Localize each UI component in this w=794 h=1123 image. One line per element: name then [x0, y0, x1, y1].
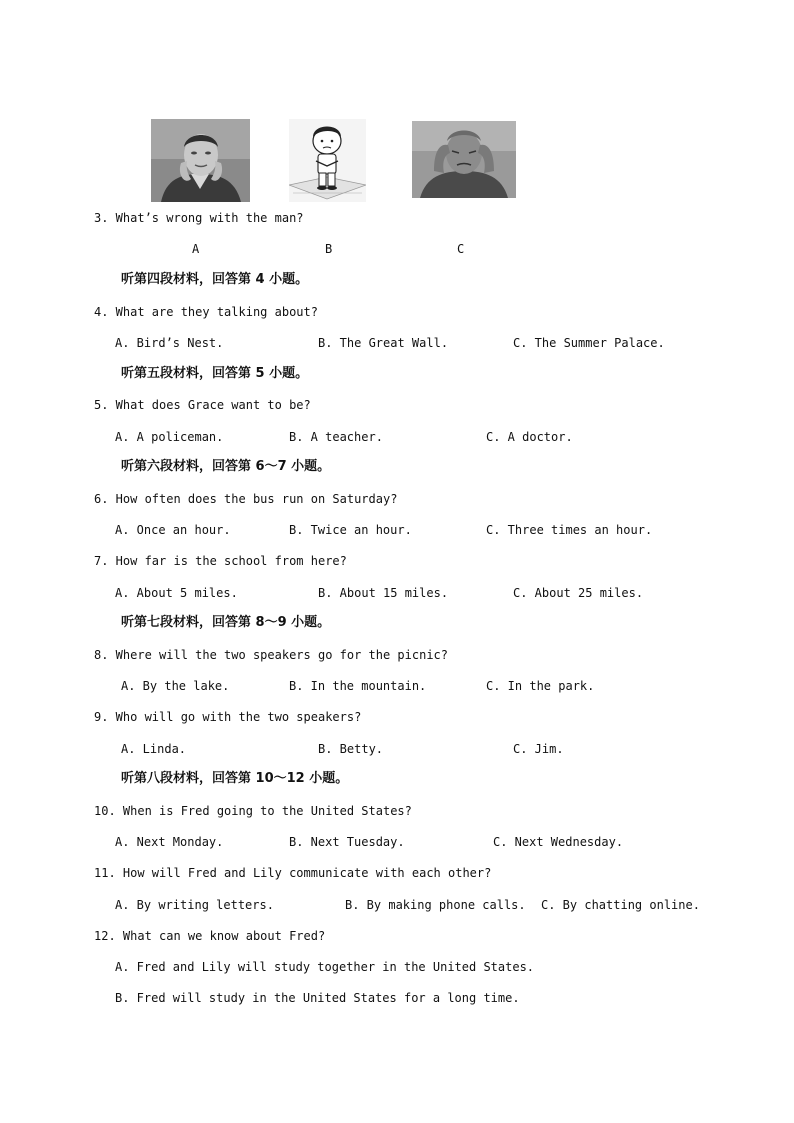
question-10-text: 10. When is Fred going to the United States? — [94, 804, 412, 818]
question-10-option-b: B. Next Tuesday. — [289, 835, 405, 849]
picture-label-b: B — [325, 242, 333, 256]
question-7-option-a: A. About 5 miles. — [115, 586, 238, 600]
question-4-option-b: B. The Great Wall. — [318, 336, 449, 350]
question-8-option-b: B. In the mountain. — [289, 679, 427, 693]
question-3-text: 3. What’s wrong with the man? — [94, 211, 304, 225]
question-4-option-a: A. Bird’s Nest. — [115, 336, 224, 350]
question-7-text: 7. How far is the school from here? — [94, 554, 347, 568]
toothache-man-picture — [151, 119, 250, 202]
question-6-option-a: A. Once an hour. — [115, 523, 231, 537]
question-12-option-b: B. Fred will study in the United States for a long time. — [115, 991, 520, 1005]
picture-label-c: C — [457, 242, 465, 256]
question-11-option-b: B. By making phone calls. — [345, 898, 526, 912]
question-12-option-a: A. Fred and Lily will study together in the United States. — [115, 960, 535, 974]
question-9-option-a: A. Linda. — [121, 742, 187, 756]
question-11-text: 11. How will Fred and Lily communicate with each other? — [94, 866, 492, 880]
question-4-text: 4. What are they talking about? — [94, 305, 318, 319]
section-heading-7: 听第七段材料，回答第 8～9 小题。 — [121, 615, 331, 630]
question-10-option-c: C. Next Wednesday. — [493, 835, 624, 849]
question-6-text: 6. How often does the bus run on Saturday? — [94, 492, 398, 506]
question-9-option-b: B. Betty. — [318, 742, 384, 756]
question-11-option-a: A. By writing letters. — [115, 898, 274, 912]
section-heading-8: 听第八段材料，回答第 10～12 小题。 — [121, 771, 349, 786]
stomachache-boy-picture — [289, 119, 366, 202]
question-6-option-b: B. Twice an hour. — [289, 523, 412, 537]
section-heading-6: 听第六段材料，回答第 6～7 小题。 — [121, 459, 331, 474]
question-8-option-c: C. In the park. — [486, 679, 595, 693]
headache-man-picture — [412, 121, 516, 198]
question-5-text: 5. What does Grace want to be? — [94, 398, 311, 412]
question-10-option-a: A. Next Monday. — [115, 835, 224, 849]
question-5-option-a: A. A policeman. — [115, 430, 224, 444]
picture-label-a: A — [192, 242, 200, 256]
question-11-option-c: C. By chatting online. — [541, 898, 700, 912]
question-12-text: 12. What can we know about Fred? — [94, 929, 326, 943]
question-5-option-b: B. A teacher. — [289, 430, 383, 444]
question-7-option-c: C. About 25 miles. — [513, 586, 644, 600]
question-6-option-c: C. Three times an hour. — [486, 523, 653, 537]
question-4-option-c: C. The Summer Palace. — [513, 336, 665, 350]
question-8-option-a: A. By the lake. — [121, 679, 230, 693]
question-7-option-b: B. About 15 miles. — [318, 586, 449, 600]
question-9-option-c: C. Jim. — [513, 742, 564, 756]
question-8-text: 8. Where will the two speakers go for the picnic? — [94, 648, 449, 662]
section-heading-4: 听第四段材料，回答第 4 小题。 — [121, 272, 309, 287]
question-5-option-c: C. A doctor. — [486, 430, 573, 444]
section-heading-5: 听第五段材料，回答第 5 小题。 — [121, 366, 309, 381]
question-9-text: 9. Who will go with the two speakers? — [94, 710, 362, 724]
